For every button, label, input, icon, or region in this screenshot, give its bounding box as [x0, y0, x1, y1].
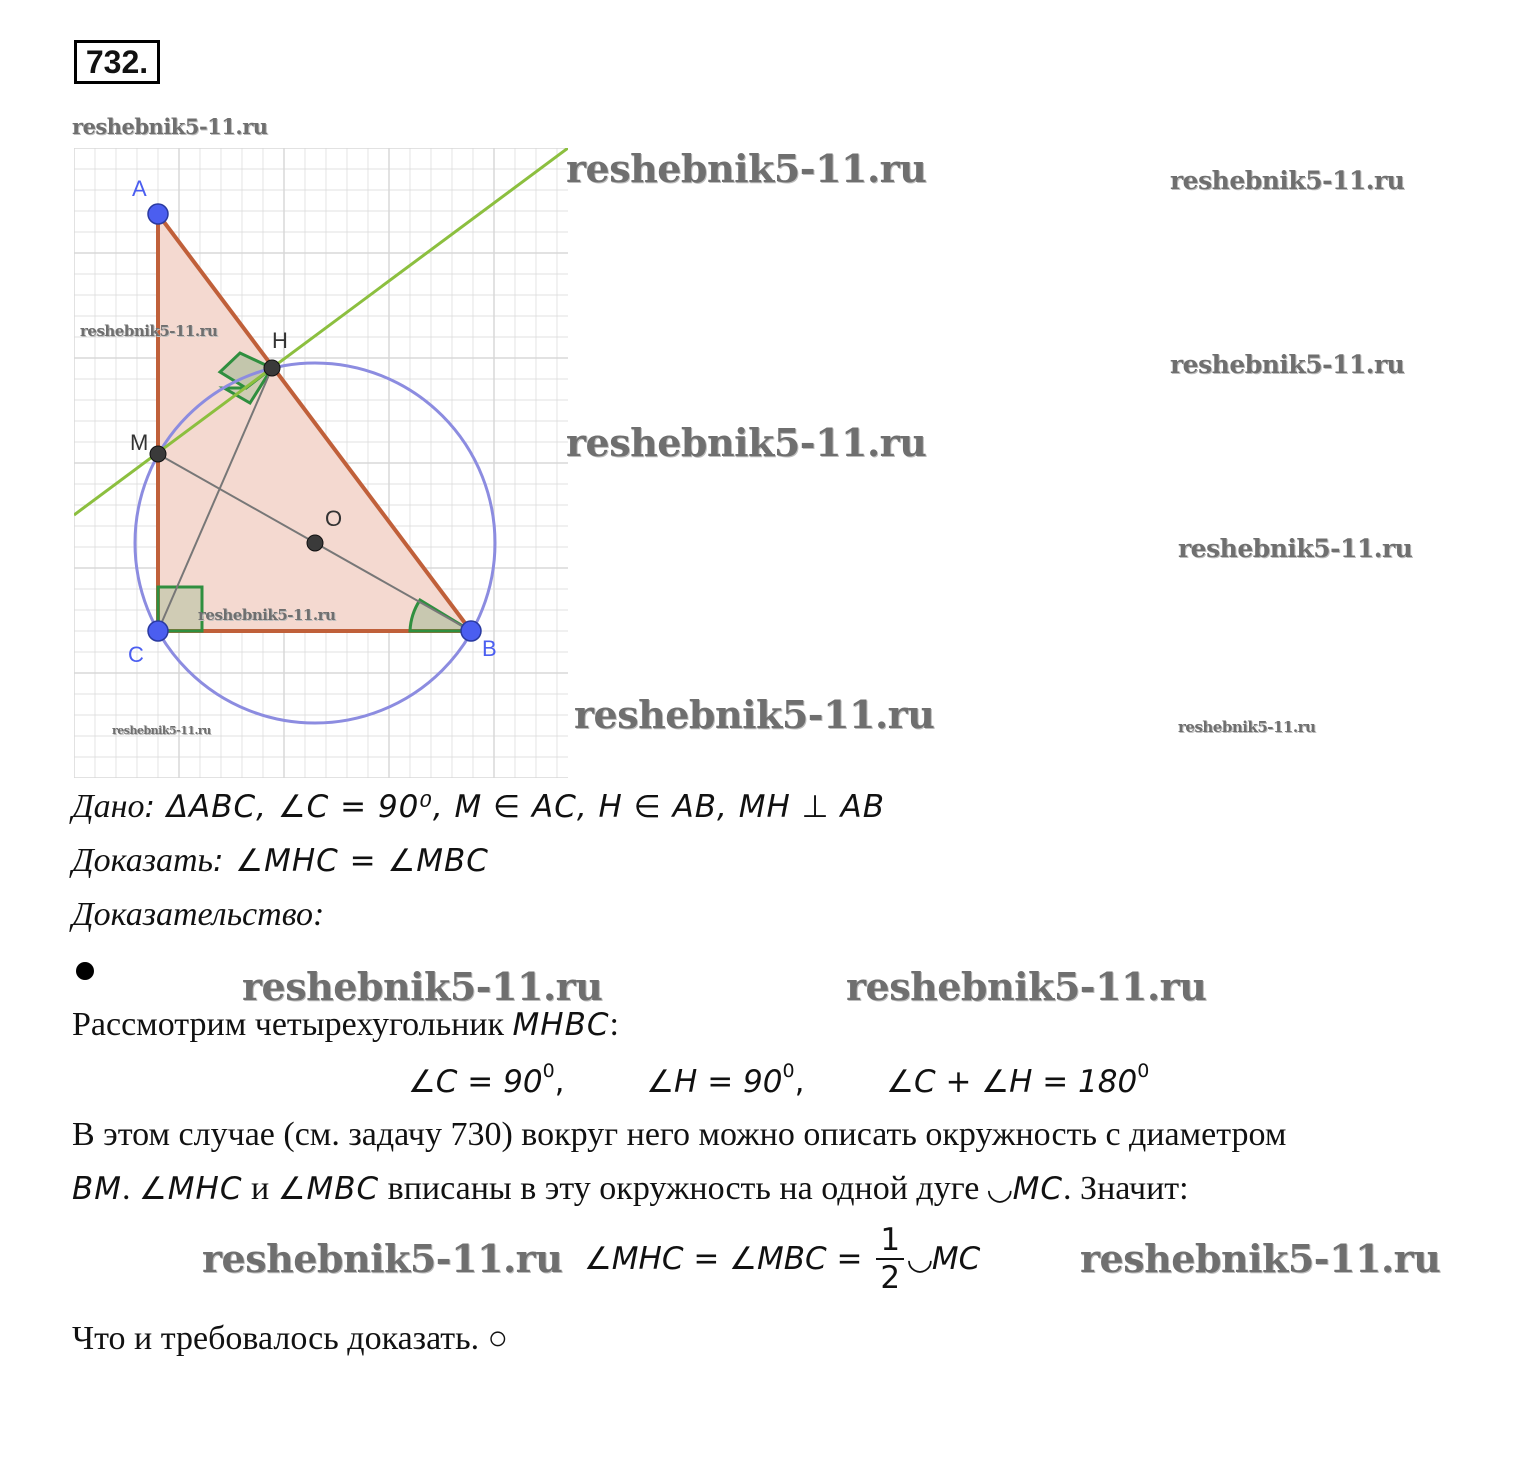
watermark: reshebnik5-11.ru — [198, 606, 336, 624]
triangle-abc — [158, 214, 471, 631]
point-m — [150, 446, 166, 462]
math-arc-mc: ◡MC — [987, 1171, 1064, 1207]
bullet — [76, 962, 94, 980]
consider-tail: : — [609, 1006, 619, 1043]
separator: , — [554, 1064, 565, 1100]
final-eq-left: ∠MHC = ∠MBC = — [584, 1241, 873, 1277]
watermark: reshebnik5-11.ru — [1170, 350, 1405, 379]
conclusion: Что и требовалось доказать. ○ — [72, 1320, 509, 1357]
consider-line — [72, 1006, 619, 1044]
text: вписаны в эту окружность на одной дуге — [379, 1170, 988, 1207]
final-eq-right: ◡MC — [908, 1241, 981, 1277]
math-mhc: ∠MHC — [139, 1171, 243, 1207]
consider-math: MHBC — [512, 1007, 610, 1043]
watermark: reshebnik5-11.ru — [846, 964, 1207, 1009]
proof-heading: Доказательство: — [72, 896, 325, 933]
label-h: H — [272, 328, 288, 353]
fraction-numerator: 1 — [876, 1222, 904, 1260]
label-c: C — [128, 642, 144, 667]
given-label: Дано — [72, 788, 145, 825]
watermark: reshebnik5-11.ru — [1178, 534, 1413, 563]
case-line-1: В этом случае (см. задачу 730) вокруг него можно описать окружность с диаметром — [72, 1116, 1287, 1153]
text: и — [242, 1170, 278, 1207]
separator: , — [794, 1064, 805, 1100]
prove-text: : ∠MHC = ∠MBC — [212, 843, 489, 879]
math-bm: BM — [72, 1171, 123, 1207]
point-c — [148, 621, 168, 641]
math-mbc: ∠MBC — [277, 1171, 380, 1207]
watermark: reshebnik5-11.ru — [1080, 1236, 1441, 1281]
consider-text: Рассмотрим четырехугольник — [72, 1006, 513, 1043]
final-equation — [584, 1222, 980, 1296]
label-o: O — [325, 506, 343, 531]
label-a: A — [132, 176, 147, 201]
text: . — [122, 1170, 140, 1207]
degree-sup: 0 — [782, 1060, 795, 1082]
watermark: reshebnik5-11.ru — [112, 724, 211, 737]
watermark: reshebnik5-11.ru — [80, 322, 218, 340]
prove-line — [72, 842, 489, 880]
label-m: M — [130, 430, 149, 455]
watermark: reshebnik5-11.ru — [1170, 166, 1405, 195]
point-a — [148, 204, 168, 224]
angle-h-eq: ∠H = 90 — [646, 1064, 783, 1100]
text: . Значит: — [1063, 1170, 1189, 1207]
problem-number: 732. — [74, 40, 160, 84]
watermark: reshebnik5-11.ru — [72, 114, 268, 139]
angle-c-eq: ∠C = 90 — [408, 1064, 543, 1100]
point-h — [264, 360, 280, 376]
degree-sup: 0 — [542, 1060, 555, 1082]
angles-equation — [408, 1060, 1149, 1100]
watermark: reshebnik5-11.ru — [566, 420, 927, 465]
geometry-figure — [74, 148, 568, 778]
prove-label: Доказать — [72, 842, 213, 879]
angle-sum-eq: ∠C + ∠H = 180 — [886, 1064, 1138, 1100]
label-b: B — [482, 636, 497, 661]
watermark: reshebnik5-11.ru — [242, 964, 603, 1009]
given-line — [72, 788, 885, 826]
watermark: reshebnik5-11.ru — [566, 146, 927, 191]
fraction-half — [876, 1222, 904, 1296]
point-b — [461, 621, 481, 641]
point-o — [307, 535, 323, 551]
case-line-2 — [72, 1170, 1189, 1208]
given-text: : ΔABC, ∠C = 90⁰, M ∈ AC, H ∈ AB, MH ⊥ AB — [144, 789, 885, 825]
watermark: reshebnik5-11.ru — [202, 1236, 563, 1281]
fraction-denominator: 2 — [880, 1260, 901, 1296]
degree-sup: 0 — [1137, 1060, 1150, 1082]
watermark: reshebnik5-11.ru — [1178, 718, 1316, 736]
watermark: reshebnik5-11.ru — [574, 692, 935, 737]
